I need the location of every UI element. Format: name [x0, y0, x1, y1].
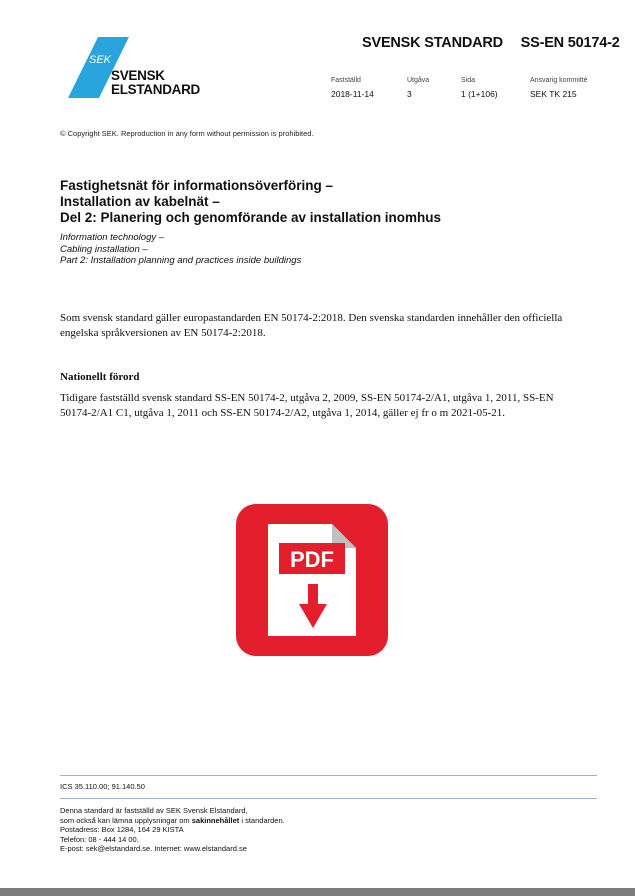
footer-line-2-pre: som också kan lämna upplysningar om [60, 815, 192, 825]
title-line-1: Fastighetsnät för informationsöverföring – [60, 178, 334, 193]
logo-line-1: SVENSK [111, 68, 165, 83]
ics-codes: ICS 35.110.00; 91.140.50 [60, 782, 145, 791]
footer-phone: Telefon: 08 - 444 14 00. [60, 834, 139, 844]
meta-label-established: Fastställd [331, 77, 361, 84]
standard-label: SVENSK STANDARD [362, 35, 503, 51]
meta-value-page: 1 (1+106) [461, 89, 498, 99]
document-subtitle [60, 232, 301, 267]
title-line-2: Installation av kabelnät – [60, 194, 220, 209]
footer-email-web: E-post: sek@elstandard.se. Internet: www.elstandard.se [60, 844, 247, 854]
footer-contact [60, 806, 285, 854]
standard-header [362, 35, 620, 51]
meta-label-page: Sida [461, 77, 476, 84]
pdf-icon-label: PDF [290, 547, 334, 572]
viewer-bottom-bar [0, 888, 635, 896]
footer-line-2-post: i standarden. [239, 815, 285, 825]
document-title [60, 178, 441, 226]
meta-label-edition: Utgåva [407, 77, 430, 84]
footer-line-2-bold: sakinnehållet [191, 815, 240, 825]
meta-label-committee: Ansvarig kommitté [530, 77, 588, 84]
footer-address: Postadress: Box 1284, 164 29 KISTA [60, 825, 184, 835]
title-line-3: Del 2: Planering och genomförande av installation inomhus [60, 210, 442, 225]
pdf-icon-arrow-stem [308, 584, 318, 606]
pdf-download-icon[interactable] [236, 504, 388, 656]
footer-line-1: Denna standard är fastställd av SEK Svensk Elstandard, [60, 806, 248, 815]
footer-rule-top [60, 775, 597, 776]
subtitle-line-2: Cabling installation – [60, 243, 148, 255]
logo-line-2: ELSTANDARD [111, 82, 200, 97]
sek-logo-wordmark [111, 69, 200, 97]
national-foreword-text: Tidigare fastställd svensk standard SS-EN 50174-2, utgåva 2, 2009, SS-EN 50174-2/A1, utgåva 1, 2011, SS-EN 50174-2/A1 C1, utgåva 1, 2011 och SS-EN 50174-2/A2, utgåva 1, 2014, gäller ej fr o m 2021-05-21. [60, 392, 554, 419]
intro-paragraph: Som svensk standard gäller europastandarden EN 50174-2:2018. Den svenska standarden innehåller den officiella engelska språkversionen av EN 50174-2:2018. [60, 312, 563, 339]
meta-value-committee: SEK TK 215 [530, 89, 577, 99]
standard-id: SS-EN 50174-2 [520, 35, 620, 51]
meta-value-established: 2018-11-14 [331, 89, 374, 99]
meta-value-edition: 3 [407, 89, 412, 99]
footer-rule-bottom [60, 798, 597, 799]
sek-logo-abbr: SEK [89, 54, 112, 66]
copyright-notice: © Copyright SEK. Reproduction in any form without permission is prohibited. [60, 129, 314, 138]
national-foreword-heading: Nationellt förord [60, 371, 140, 383]
subtitle-line-1: Information technology – [60, 232, 165, 243]
subtitle-line-3: Part 2: Installation planning and practices inside buildings [60, 255, 302, 266]
footer-line-2 [60, 816, 285, 826]
